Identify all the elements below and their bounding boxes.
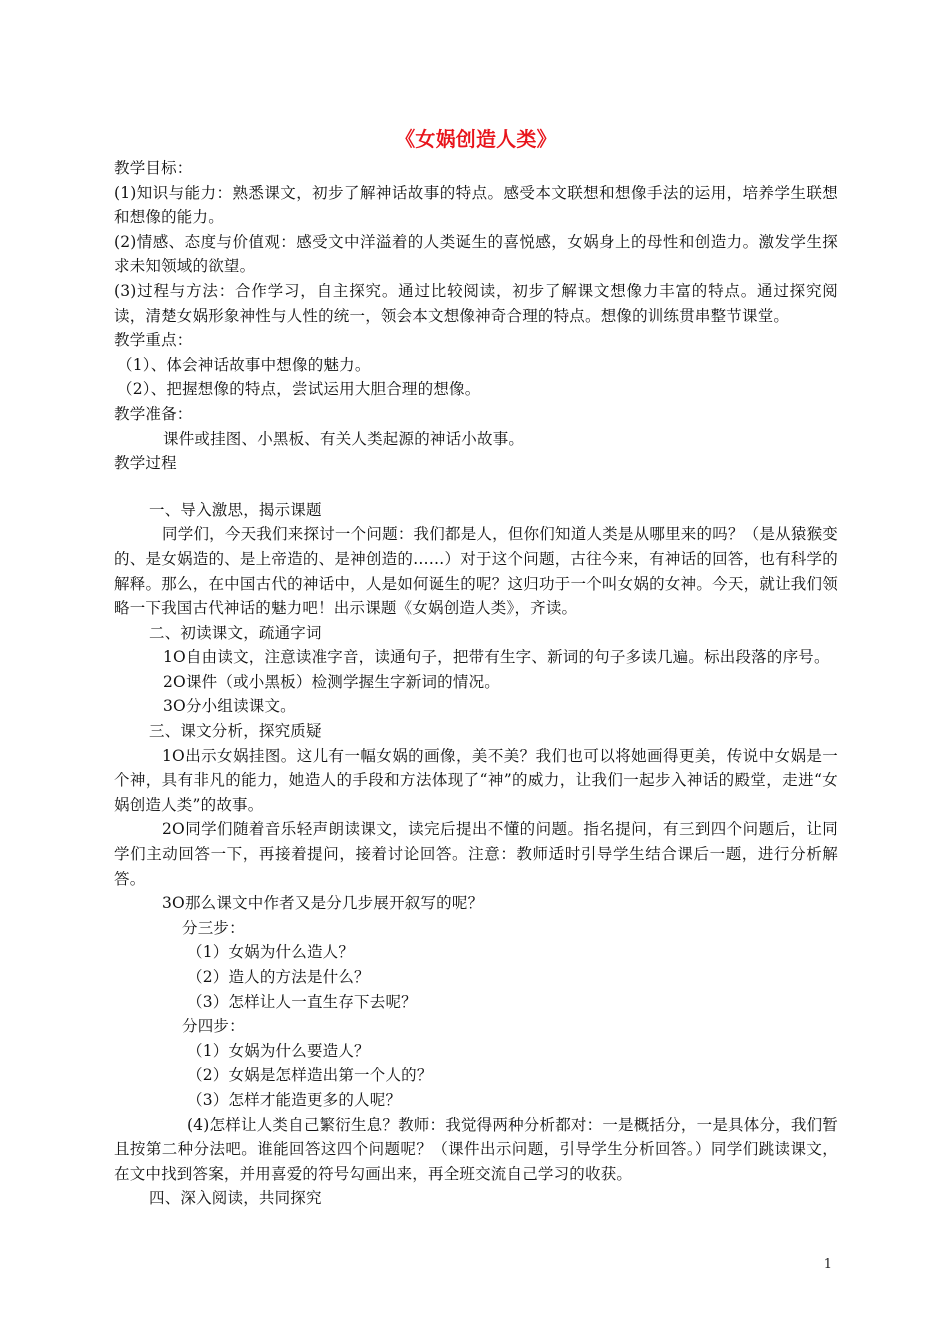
key-points-heading: 教学重点： [114, 331, 193, 350]
four-steps-item-4: (4)怎样让人类自己繁衍生息？教师：我觉得两种分析都对：一是概括分，一是具体分，我们暂且按第二种分法吧。谁能回答这四个问题呢？（课件出示问题，引导学生分析回答。）同学们跳读课文，在文中找到答案，并用喜爱的符号勾画出来，再全班交流自己学习的收获。 [114, 1115, 838, 1183]
section-1-body: 同学们，今天我们来探讨一个问题：我们都是人，但你们知道人类是从哪里来的吗？（是从猿猴变的、是女娲造的、是上帝造的、是神创造的……）对于这个问题，古往今来，有神话的回答，也有科学的解释。那么，在中国古代的神话中，人是如何诞生的呢？这归功于一个叫女娲的女神。今天，就让我们领略一下我国古代神话的魅力吧！出示课题《女娲创造人类》，齐读。 [114, 525, 838, 618]
three-steps-item-3: （3）怎样让人一直生存下去呢？ [187, 992, 417, 1011]
section-2-heading: 二、初读课文，疏通字词 [149, 623, 322, 642]
objective-2: (2)情感、态度与价值观：感受文中洋溢着的人类诞生的喜悦感，女娲身上的母性和创造力。激发学生探求未知领域的欲望。 [114, 232, 838, 276]
section-4-heading: 四、深入阅读，共同探究 [149, 1189, 322, 1208]
four-steps-item-1: （1）女娲为什么要造人？ [187, 1041, 370, 1060]
section-3-heading: 三、课文分析，探究质疑 [149, 722, 322, 741]
process-heading: 教学过程 [114, 454, 177, 473]
document-title: 《女娲创造人类》 [395, 127, 557, 151]
objectives-heading: 教学目标： [114, 159, 193, 177]
section-2-item-2: 2O课件（或小黑板）检测学握生字新词的情况。 [163, 672, 500, 691]
three-steps-item-1: （1）女娲为什么造人？ [187, 943, 355, 962]
preparation-body: 课件或挂图、小黑板、有关人类起源的神话小故事。 [163, 429, 525, 448]
section-3-item-3: 3O那么课文中作者又是分几步展开叙写的呢？ [162, 894, 484, 913]
section-3-item-1: 1O出示女娲挂图。这儿有一幅女娲的画像，美不美？我们也可以将她画得更美，传说中女娲是一个神，具有非凡的能力，她造人的手段和方法体现了“神”的威力，让我们一起步入神话的殿堂，走进“女娲创造人类”的故事。 [114, 746, 838, 814]
spacer [114, 476, 838, 498]
four-steps-item-3: （3）怎样才能造更多的人呢？ [187, 1090, 402, 1109]
three-steps-heading: 分三步： [182, 918, 245, 937]
section-2-item-3: 3O分小组读课文。 [163, 697, 296, 716]
page-number: 1 [823, 1257, 832, 1272]
key-point-2: （2）、把握想像的特点，尝试运用大胆合理的想像。 [117, 380, 481, 399]
document-page [114, 122, 838, 1211]
objective-3: (3)过程与方法：合作学习，自主探究。通过比较阅读，初步了解课文想像力丰富的特点。通过探究阅读，清楚女娲形象神性与人性的统一，领会本文想像神奇合理的特点。想像的训练贯串整节课堂。 [114, 281, 838, 325]
section-1-heading: 一、导入激思，揭示课题 [149, 500, 322, 519]
key-point-1: （1）、体会神话故事中想像的魅力。 [117, 355, 371, 374]
section-2-item-1: 1O自由读文，注意读准字音，读通句子，把带有生字、新词的句子多读几遍。标出段落的序号。 [163, 648, 830, 667]
four-steps-item-2: （2）女娲是怎样造出第一个人的？ [187, 1066, 433, 1085]
three-steps-item-2: （2）造人的方法是什么？ [187, 968, 370, 986]
section-3-item-2: 2O同学们随着音乐轻声朗读课文，读完后提出不懂的问题。指名提问，有三到四个问题后，让同学们主动回答一下，再接着提问，接着讨论回答。注意：教师适时引导学生结合课后一题，进行分析解答。 [114, 820, 838, 888]
objective-1: (1)知识与能力：熟悉课文，初步了解神话故事的特点。感受本文联想和想像手法的运用，培养学生联想和想像的能力。 [114, 183, 838, 227]
four-steps-heading: 分四步： [182, 1017, 245, 1036]
preparation-heading: 教学准备： [114, 404, 193, 423]
